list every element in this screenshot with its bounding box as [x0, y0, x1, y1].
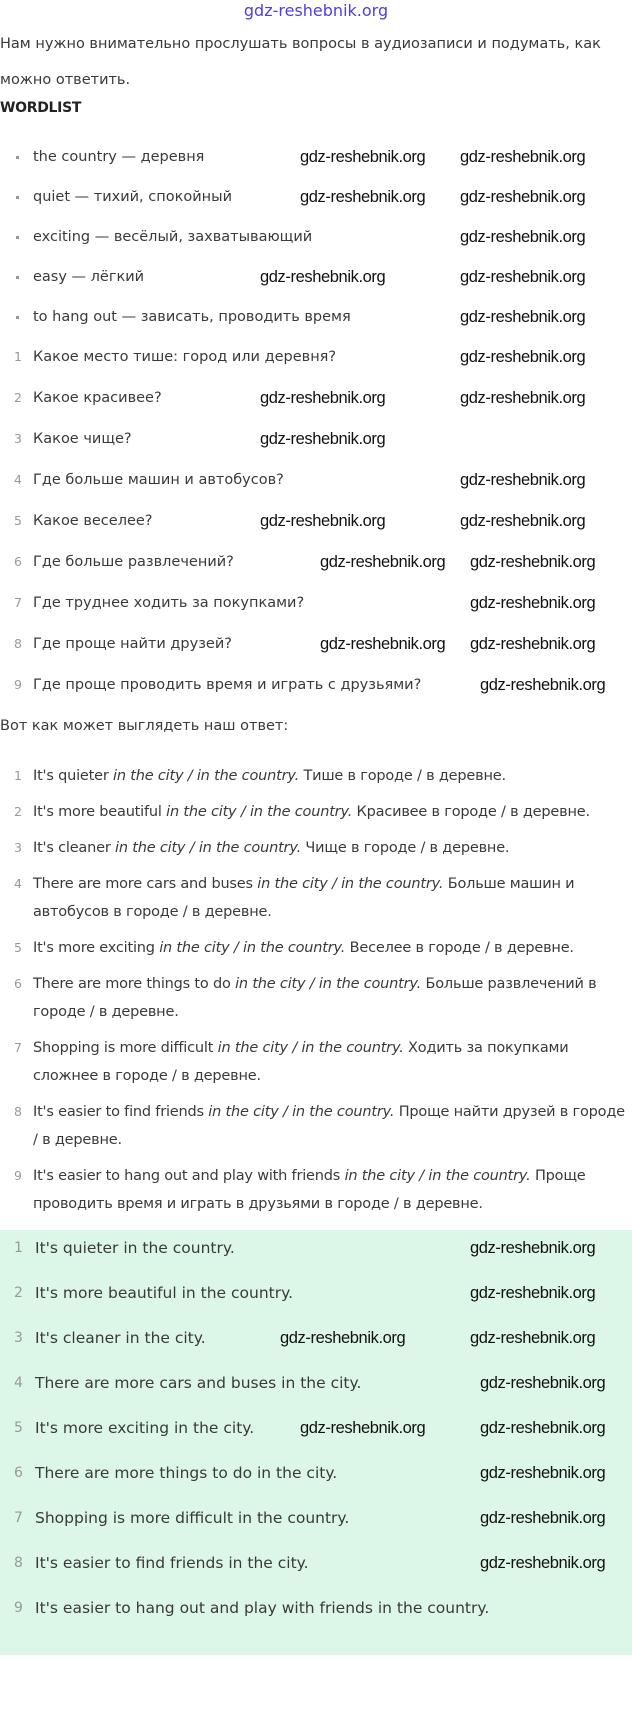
- watermark: gdz-reshebnik.org: [470, 1284, 596, 1302]
- watermark: gdz-reshebnik.org: [300, 148, 426, 166]
- item-number: 9: [14, 677, 22, 692]
- answer-variant: in the city / in the country.: [113, 768, 300, 784]
- answer-russian: Чище в городе / в деревне.: [305, 840, 510, 856]
- question-item: [0, 632, 632, 673]
- answer-english: It's quieter: [33, 768, 109, 784]
- answer-english: There are more things to do: [33, 976, 231, 992]
- final-answer-item: [0, 1281, 632, 1326]
- question-text: Где больше развлечений?: [33, 554, 234, 570]
- answer-item: [0, 970, 632, 1026]
- question-text: Какое чище?: [33, 431, 132, 447]
- final-answer-text: It's easier to hang out and play with friends in the country.: [35, 1599, 490, 1617]
- answer-russian: Больше развлечений в городе / в деревне.: [33, 976, 597, 1020]
- watermark: gdz-reshebnik.org: [320, 635, 446, 653]
- item-number: 2: [14, 804, 22, 819]
- question-item: [0, 673, 632, 714]
- answer-english: There are more cars and buses: [33, 876, 253, 892]
- item-number: 3: [14, 840, 22, 855]
- final-answer-item: [0, 1371, 632, 1416]
- answer-variants-list: [0, 762, 632, 1218]
- wordlist-item-text: exciting — весёлый, захватывающий: [33, 229, 313, 245]
- final-answer-item: [0, 1596, 632, 1641]
- item-number: 7: [14, 595, 22, 610]
- item-number: 4: [14, 876, 22, 891]
- watermark: gdz-reshebnik.org: [480, 676, 606, 694]
- watermark: gdz-reshebnik.org: [480, 1464, 606, 1482]
- wordlist-item-text: easy — лёгкий: [33, 269, 145, 285]
- item-number: 6: [14, 1465, 23, 1481]
- wordlist: [0, 145, 632, 345]
- watermark: gdz-reshebnik.org: [460, 188, 586, 206]
- final-answer-text: Shopping is more difficult in the country.: [35, 1509, 350, 1527]
- item-number: 1: [14, 349, 22, 364]
- answer-russian: Ходить за покупками сложнее в городе / в деревне.: [33, 1040, 569, 1084]
- answer-item: [0, 1098, 632, 1154]
- question-item: [0, 591, 632, 632]
- answer-variant: in the city / in the country.: [257, 876, 444, 892]
- answer-item: [0, 1162, 632, 1218]
- answer-variant: in the city / in the country.: [235, 976, 422, 992]
- answer-variant: in the city / in the country.: [344, 1168, 531, 1184]
- wordlist-item-text: quiet — тихий, спокойный: [33, 189, 232, 205]
- watermark: gdz-reshebnik.org: [460, 512, 586, 530]
- watermark: gdz-reshebnik.org: [470, 1239, 596, 1257]
- wordlist-item: [0, 145, 632, 185]
- answer-variant: in the city / in the country.: [217, 1040, 404, 1056]
- watermark: gdz-reshebnik.org: [470, 553, 596, 571]
- item-number: 5: [14, 513, 22, 528]
- answer-english: It's easier to hang out and play with friends: [33, 1168, 341, 1184]
- item-number: 6: [14, 554, 22, 569]
- question-text: Где проще проводить время и играть с друзьями?: [33, 677, 422, 693]
- final-answers-list: [0, 1236, 632, 1641]
- answer-lead: Вот как может выглядеть наш ответ:: [0, 718, 289, 734]
- final-answer-text: It's quieter in the country.: [35, 1239, 235, 1257]
- final-answer-text: There are more cars and buses in the city.: [35, 1374, 362, 1392]
- item-number: 3: [14, 431, 22, 446]
- watermark: gdz-reshebnik.org: [300, 188, 426, 206]
- answer-variant: in the city / in the country.: [208, 1104, 395, 1120]
- watermark: gdz-reshebnik.org: [460, 228, 586, 246]
- item-number: 4: [14, 472, 22, 487]
- wordlist-item: [0, 305, 632, 345]
- answer-item: [0, 934, 632, 962]
- item-number: 8: [14, 636, 22, 651]
- item-number: 2: [14, 1285, 23, 1301]
- watermark: gdz-reshebnik.org: [300, 1419, 426, 1437]
- answer-russian: Тише в городе / в деревне.: [303, 768, 506, 784]
- watermark: gdz-reshebnik.org: [480, 1419, 606, 1437]
- answer-variant: in the city / in the country.: [115, 840, 301, 856]
- watermark: gdz-reshebnik.org: [460, 308, 586, 326]
- final-answer-text: It's cleaner in the city.: [35, 1329, 206, 1347]
- item-number: 9: [14, 1168, 22, 1183]
- final-answer-item: [0, 1326, 632, 1371]
- watermark: gdz-reshebnik.org: [480, 1554, 606, 1572]
- item-number: 1: [14, 1240, 23, 1256]
- watermark: gdz-reshebnik.org: [260, 512, 386, 530]
- watermark: gdz-reshebnik.org: [260, 389, 386, 407]
- question-item: [0, 386, 632, 427]
- final-answer-item: [0, 1506, 632, 1551]
- wordlist-item: [0, 265, 632, 305]
- question-item: [0, 345, 632, 386]
- watermark: gdz-reshebnik.org: [470, 594, 596, 612]
- answer-russian: Веселее в городе / в деревне.: [349, 940, 574, 956]
- answer-russian: Красивее в городе / в деревне.: [356, 804, 590, 820]
- item-number: 1: [14, 768, 22, 783]
- intro-text: Нам нужно внимательно прослушать вопросы в аудиозаписи и подумать, как можно ответить.: [0, 36, 601, 88]
- wordlist-item-text: the country — деревня: [33, 149, 205, 165]
- watermark: gdz-reshebnik.org: [470, 635, 596, 653]
- item-number: 9: [14, 1600, 23, 1616]
- question-text: Где больше машин и автобусов?: [33, 472, 284, 488]
- watermark: gdz-reshebnik.org: [320, 553, 446, 571]
- answer-item: [0, 798, 632, 826]
- item-number: 7: [14, 1040, 22, 1055]
- answer-english: It's more exciting: [33, 940, 155, 956]
- watermark: gdz-reshebnik.org: [460, 268, 586, 286]
- answer-item: [0, 870, 632, 926]
- final-answer-text: It's more exciting in the city.: [35, 1419, 255, 1437]
- site-watermark-header[interactable]: gdz-reshebnik.org: [243, 1, 389, 20]
- questions-list: [0, 345, 632, 714]
- answer-variant: in the city / in the country.: [159, 940, 346, 956]
- answer-variant: in the city / in the country.: [166, 804, 353, 820]
- question-text: Какое веселее?: [33, 513, 153, 529]
- question-text: Где проще найти друзей?: [33, 636, 232, 652]
- final-answer-item: [0, 1461, 632, 1506]
- item-number: 7: [14, 1510, 23, 1526]
- question-text: Где труднее ходить за покупками?: [33, 595, 305, 611]
- final-answer-text: There are more things to do in the city.: [35, 1464, 338, 1482]
- item-number: 8: [14, 1555, 23, 1571]
- wordlist-title: WORDLIST: [0, 100, 82, 116]
- wordlist-item-text: to hang out — зависать, проводить время: [33, 309, 351, 325]
- wordlist-item: [0, 225, 632, 265]
- final-answer-item: [0, 1551, 632, 1596]
- answer-item: [0, 834, 632, 862]
- question-item: [0, 468, 632, 509]
- item-number: 5: [14, 1420, 23, 1436]
- watermark: gdz-reshebnik.org: [460, 389, 586, 407]
- watermark: gdz-reshebnik.org: [480, 1509, 606, 1527]
- question-text: Какое красивее?: [33, 390, 162, 406]
- watermark: gdz-reshebnik.org: [470, 1329, 596, 1347]
- answer-item: [0, 762, 632, 790]
- item-number: 6: [14, 976, 22, 991]
- answer-item: [0, 1034, 632, 1090]
- answer-russian: Больше машин и автобусов в городе / в деревне.: [33, 876, 575, 920]
- wordlist-item: [0, 185, 632, 225]
- question-item: [0, 427, 632, 468]
- answer-english: Shopping is more difficult: [33, 1040, 214, 1056]
- question-item: [0, 550, 632, 591]
- item-number: 2: [14, 390, 22, 405]
- final-answer-item: [0, 1236, 632, 1281]
- item-number: 8: [14, 1104, 22, 1119]
- watermark: gdz-reshebnik.org: [460, 348, 586, 366]
- question-text: Какое место тише: город или деревня?: [33, 349, 337, 365]
- watermark: gdz-reshebnik.org: [280, 1329, 406, 1347]
- answer-english: It's more beautiful: [33, 804, 162, 820]
- watermark: gdz-reshebnik.org: [480, 1374, 606, 1392]
- answer-english: It's cleaner: [33, 840, 111, 856]
- final-answers-panel: [0, 1230, 632, 1655]
- answer-russian: Проще найти друзей в городе / в деревне.: [33, 1104, 625, 1148]
- final-answer-text: It's more beautiful in the country.: [35, 1284, 293, 1302]
- watermark: gdz-reshebnik.org: [260, 268, 386, 286]
- item-number: 5: [14, 940, 22, 955]
- final-answer-item: [0, 1416, 632, 1461]
- question-item: [0, 509, 632, 550]
- watermark: gdz-reshebnik.org: [460, 148, 586, 166]
- item-number: 3: [14, 1330, 23, 1346]
- watermark: gdz-reshebnik.org: [260, 430, 386, 448]
- final-answer-text: It's easier to find friends in the city.: [35, 1554, 309, 1572]
- item-number: 4: [14, 1375, 23, 1391]
- watermark: gdz-reshebnik.org: [460, 471, 586, 489]
- answer-english: It's easier to find friends: [33, 1104, 204, 1120]
- answer-russian: Проще проводить время и играть в друзьями в городе / в деревне.: [33, 1168, 586, 1212]
